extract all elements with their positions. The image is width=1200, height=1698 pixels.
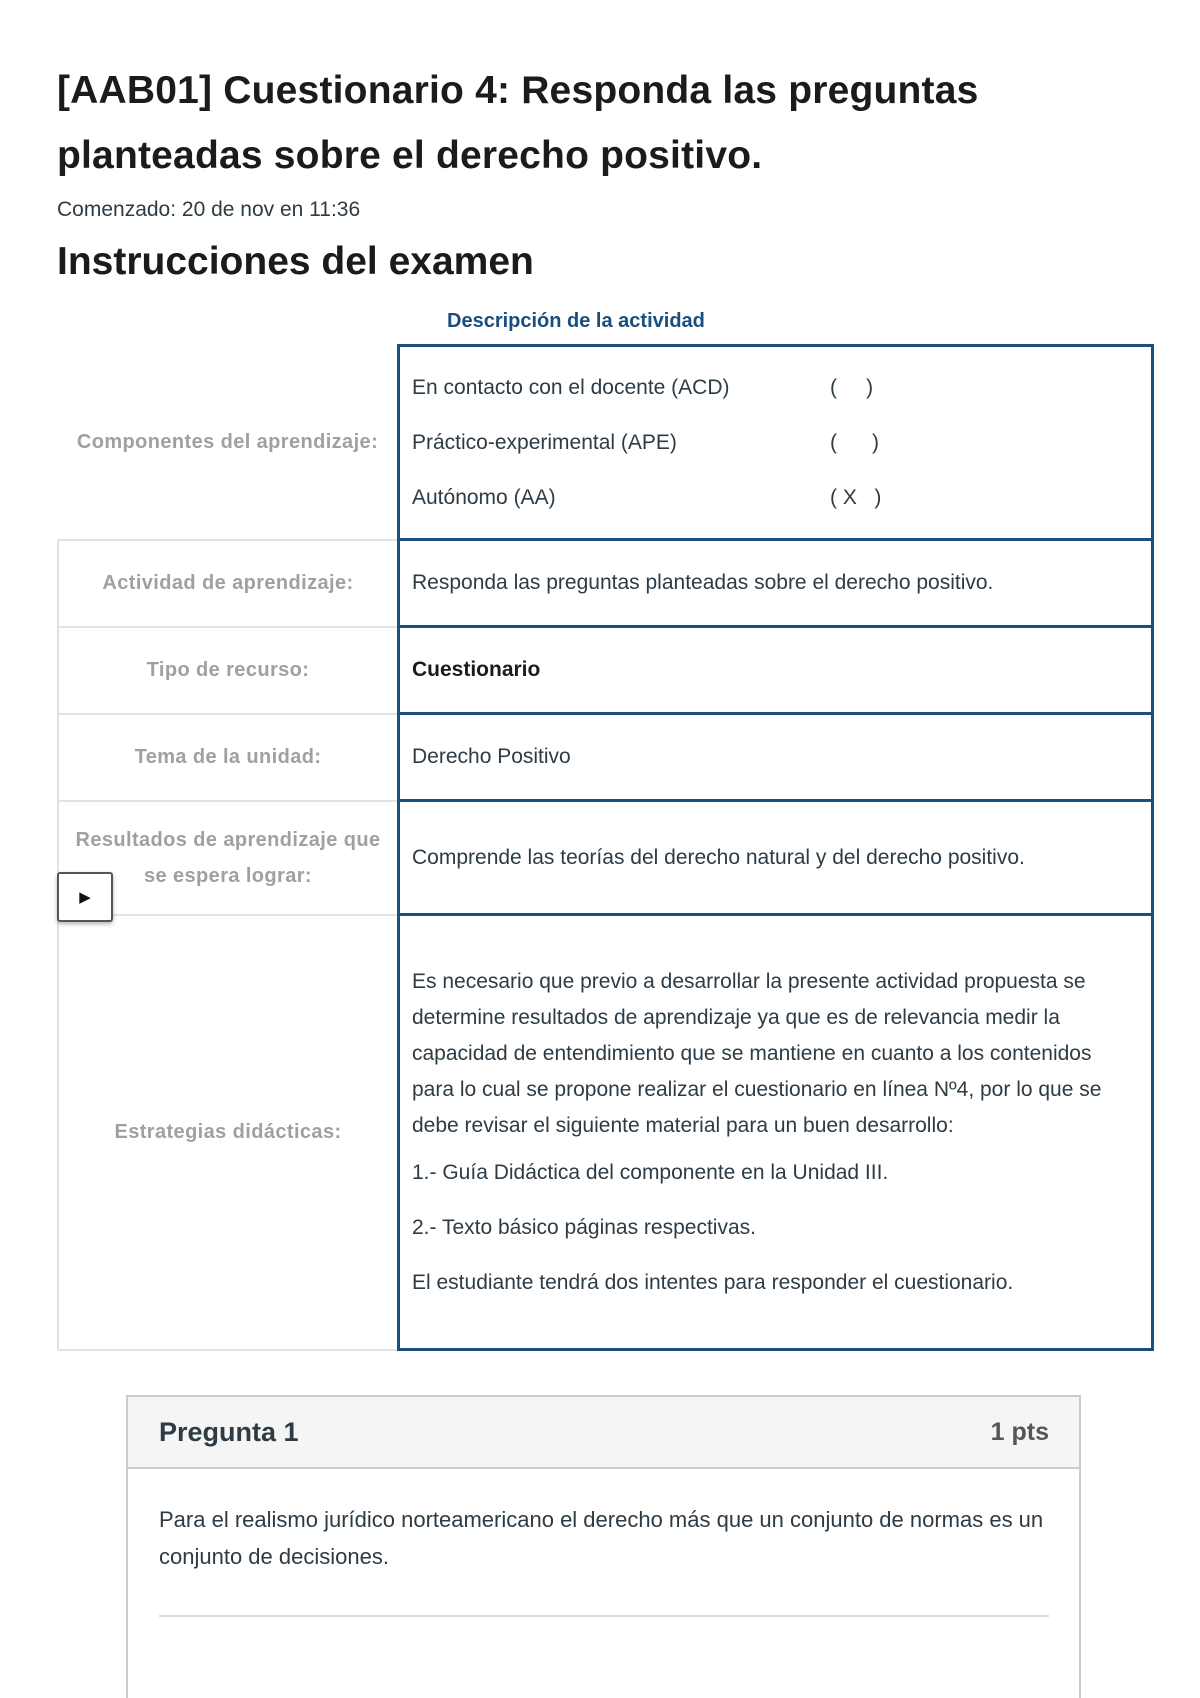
- quiz-title: [AAB01] Cuestionario 4: Responda las preguntas planteadas sobre el derecho positivo.: [57, 69, 979, 177]
- strategies-text: Es necesario que previo a desarrollar la presente actividad propuesta se determine resultados de aprendizaje ya que es de relevancia medir la capacidad de entendimiento que se mantiene en cuanto a los contenidos para lo cual se propone realizar el cuestionario en línea Nº4, por lo que se debe revisar el siguiente material para un buen desarrollo:: [412, 969, 1102, 1137]
- question-points: 1 pts: [990, 1417, 1049, 1446]
- question-card: [126, 1395, 1081, 1698]
- component-name: Autónomo (AA): [412, 485, 556, 509]
- started-timestamp: Comenzado: 20 de nov en 11:36: [57, 198, 361, 221]
- activity-table: [57, 344, 1154, 1351]
- component-mark: ( ): [830, 375, 874, 399]
- activity-value: Responda las preguntas planteadas sobre el derecho positivo.: [399, 540, 1153, 627]
- question-title: Pregunta 1: [159, 1416, 299, 1447]
- component-row: [412, 415, 1137, 470]
- unit-topic-value: Derecho Positivo: [399, 714, 1153, 801]
- question-header: [128, 1397, 1079, 1469]
- activity-description-heading: Descripción de la actividad: [447, 310, 705, 332]
- components-label: Componentes del aprendizaje:: [76, 431, 379, 453]
- component-row: [412, 470, 1137, 525]
- learning-results-value: Comprende las teorías del derecho natural y del derecho positivo.: [399, 801, 1153, 915]
- question-divider: [159, 1615, 1049, 1617]
- strategies-item: 2.- Texto básico páginas respectivas.: [412, 1215, 756, 1239]
- unit-topic-label: Tema de la unidad:: [58, 714, 399, 801]
- components-cell: [399, 346, 1153, 540]
- quiz-page: [57, 58, 1157, 1294]
- strategies-item: 1.- Guía Didáctica del componente en la Unidad III.: [412, 1160, 889, 1184]
- strategies-note: El estudiante tendrá dos intentes para responder el cuestionario.: [412, 1270, 1014, 1294]
- instructions-title: Instrucciones del examen: [57, 240, 534, 283]
- component-name: En contacto con el docente (ACD): [412, 375, 730, 399]
- strategies-cell: [399, 915, 1153, 1350]
- component-mark: ( X ): [830, 485, 882, 509]
- learning-results-label: Resultados de aprendizaje que se espera lograr:: [58, 801, 399, 915]
- question-text: Para el realismo jurídico norteamericano el derecho más que un conjunto de normas es un conjunto de decisiones.: [159, 1507, 1044, 1569]
- resource-type-value: Cuestionario: [399, 627, 1153, 714]
- component-row: [412, 360, 1137, 415]
- play-icon: ▶: [79, 889, 91, 906]
- component-mark: ( ): [830, 430, 879, 454]
- resource-type-label: Tipo de recurso:: [58, 627, 399, 714]
- activity-label: Actividad de aprendizaje:: [58, 540, 399, 627]
- media-play-button[interactable]: [57, 872, 113, 922]
- component-name: Práctico-experimental (APE): [412, 430, 677, 454]
- strategies-label: Estrategias didácticas:: [58, 915, 399, 1350]
